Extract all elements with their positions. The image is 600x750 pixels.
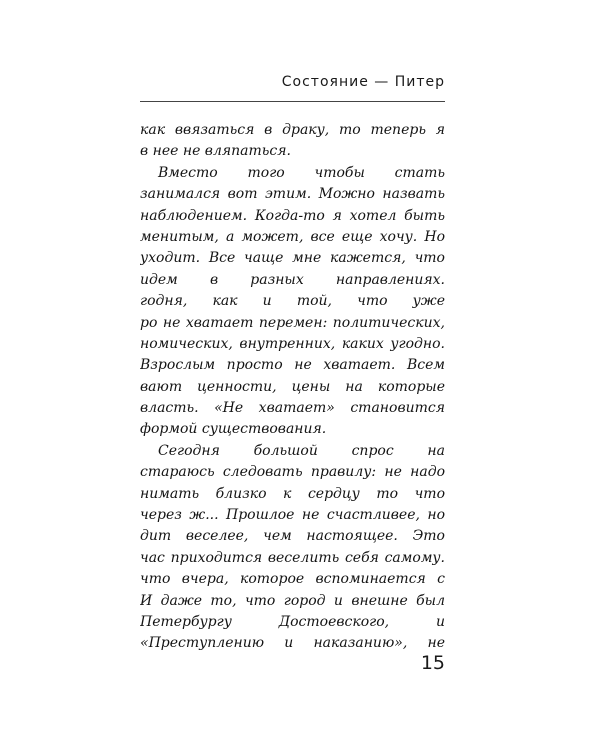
text-line: менитым, а может, все еще хочу. Но xyxy=(140,228,445,245)
text-line: как ввязаться в драку, то теперь я xyxy=(140,122,445,138)
text-line: И даже то, что город и внешне был xyxy=(140,592,445,609)
text-line: наблюдением. Когда-то я хотел быть xyxy=(140,207,445,224)
page-number: 15 xyxy=(420,652,445,674)
header-rule xyxy=(140,101,445,102)
text-line: номических, внутренних, каких угодно. xyxy=(140,335,445,352)
text-line: Взрослым просто не хватает. Всем xyxy=(140,357,445,374)
text-line: занимался вот этим. Можно назвать xyxy=(140,186,445,203)
text-line: формой существования. xyxy=(140,421,327,438)
text-line: в нее не вляпаться. xyxy=(140,143,291,160)
text-line: уходит. Все чаще мне кажется, что xyxy=(140,250,445,267)
text-line: «Преступлению и наказанию», не xyxy=(140,635,445,652)
text-line: нимать близко к сердцу то что xyxy=(140,485,445,502)
body-text xyxy=(140,120,445,655)
text-line: Вместо того чтобы стать xyxy=(158,164,445,181)
text-line: через ж... Прошлое не счастливее, но xyxy=(140,507,445,524)
text-line: дит веселее, чем настоящее. Это xyxy=(140,528,445,545)
text-line: ро не хватает перемен: политических, xyxy=(140,314,445,331)
text-line: что вчера, которое вспоминается с xyxy=(140,571,445,588)
text-line: власть. «Не хватает» становится xyxy=(140,400,445,417)
text-line: вают ценности, цены на которые xyxy=(140,378,445,395)
text-line: Сегодня большой спрос на xyxy=(158,442,445,459)
text-line: идем в разных направлениях. xyxy=(140,271,445,288)
text-line: стараюсь следовать правилу: не надо xyxy=(140,464,445,481)
text-line: час приходится веселить себя самому. xyxy=(140,549,445,566)
text-line: годня, как и той, что уже xyxy=(140,293,445,310)
running-header: Состояние — Питер xyxy=(281,74,445,90)
text-line: Петербургу Достоевского, и xyxy=(140,613,445,630)
